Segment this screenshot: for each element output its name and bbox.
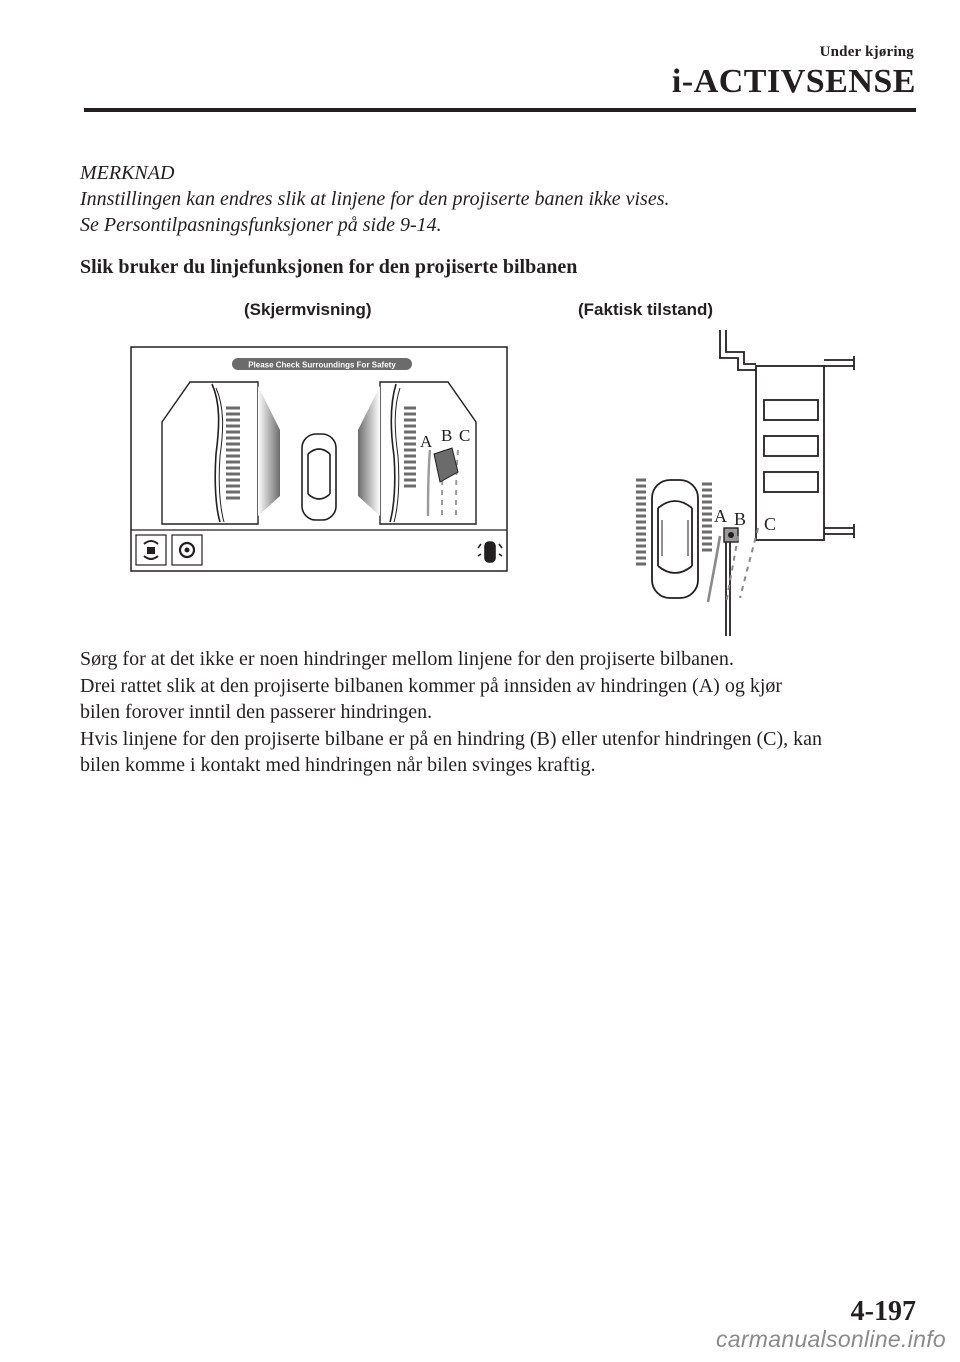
note-line: Se Persontilpasningsfunksjoner på side 9-14. [80, 214, 442, 236]
note-heading: MERKNAD [80, 162, 175, 184]
left-camera-panel [162, 382, 258, 524]
marker-c: C [764, 514, 777, 534]
chapter-title: i-ACTIVSENSE [671, 63, 916, 100]
body-line: bilen komme i kontakt med hindringen når bilen svinges kraftig. [80, 754, 596, 776]
marker-c: C [459, 426, 471, 445]
page-number: 4-197 [850, 1296, 916, 1327]
body-line: Sørg for at det ikke er noen hindringer mellom linjene for den projiserte bilbanen. [80, 648, 734, 670]
marker-a: A [714, 506, 727, 526]
marker-a: A [420, 432, 433, 451]
projected-line-b [726, 536, 738, 604]
section-heading: Slik bruker du linjefunksjonen for den projiserte bilbanen [80, 256, 578, 278]
projected-line-a [708, 536, 720, 602]
header-rule [84, 108, 916, 112]
screen-view-illustration [128, 344, 512, 576]
projected-line-c [740, 528, 758, 598]
watermark: carmanualsonline.info [715, 1326, 946, 1352]
body-text [80, 646, 920, 779]
note-block [80, 160, 900, 238]
body-line: bilen forover inntil den passerer hindringen. [80, 701, 433, 723]
actual-state-label: (Faktisk tilstand) [578, 300, 714, 319]
screen-view-label: (Skjermvisning) [244, 300, 372, 319]
note-line: Innstillingen kan endres slik at linjene for den projiserte banen ikke vises. [80, 188, 670, 210]
marker-b: B [734, 509, 747, 529]
actual-state-illustration [626, 330, 888, 636]
body-line: Drei rattet slik at den projiserte bilbanen kommer på innsiden av hindringen (A) og kjør [80, 674, 783, 697]
marker-b: B [441, 426, 453, 445]
top-view-car [302, 434, 336, 520]
top-view-car [652, 480, 698, 598]
section-label: Under kjøring [819, 44, 914, 60]
body-line: Hvis linjene for den projiserte bilbane er på en hindring (B) eller utenfor hindringen (C), kan [80, 727, 822, 750]
safety-banner-text: Please Check Surroundings For Safety [248, 360, 396, 370]
